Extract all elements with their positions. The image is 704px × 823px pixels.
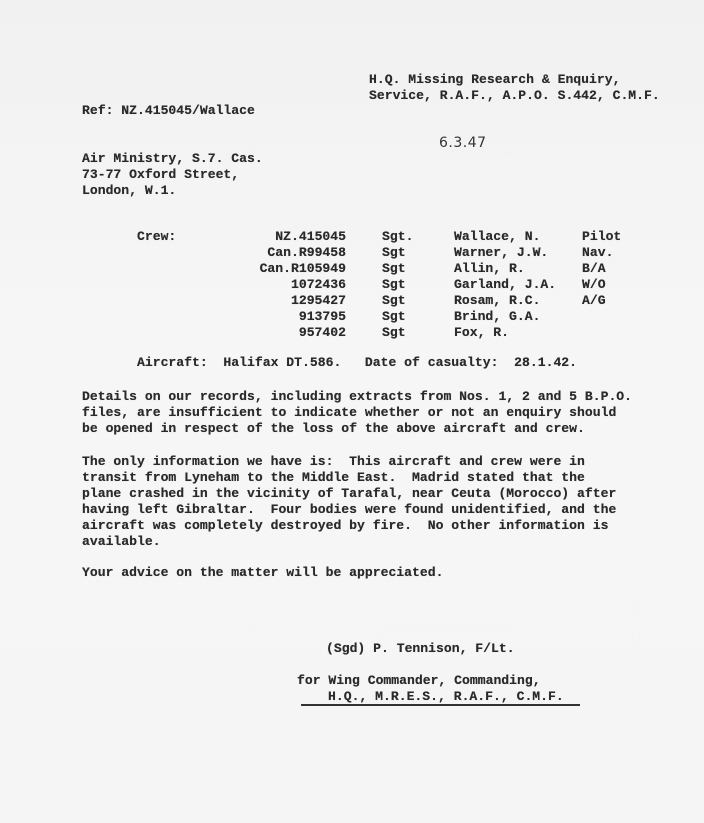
recipient-address [82, 151, 263, 199]
crew-name: Allin, R. [454, 261, 525, 276]
paragraph-line: The only information we have is: This aircraft and crew were in [82, 454, 585, 469]
crew-role: A/G [582, 293, 606, 308]
crew-role: B/A [582, 261, 606, 276]
crew-name: Rosam, R.C. [454, 293, 541, 308]
crew-role: W/O [582, 277, 606, 292]
paragraph-line: transit from Lyneham to the Middle East. Madrid stated that the [82, 470, 585, 485]
crew-name: Warner, J.W. [454, 245, 549, 260]
paragraph-1 [82, 389, 632, 437]
paragraph-line: aircraft was completely destroyed by fire. No other information is [82, 518, 609, 533]
rank: Sgt [382, 325, 406, 340]
paragraph-line: be opened in respect of the loss of the above aircraft and crew. [82, 421, 585, 436]
crew-row [137, 325, 621, 341]
crew-name: Garland, J.A. [454, 277, 557, 292]
recipient-line-1: Air Ministry, S.7. Cas. [82, 151, 263, 166]
service-number: 1295427 [290, 293, 346, 308]
for-line: for Wing Commander, Commanding, [297, 673, 541, 688]
service-number: 913795 [298, 309, 346, 324]
crew-row [137, 293, 621, 309]
paragraph-2 [82, 454, 616, 550]
crew-role [582, 325, 621, 341]
recipient-line-3: London, W.1. [82, 183, 177, 198]
crew-row [137, 261, 621, 277]
crew-row [137, 309, 621, 325]
signature-line: (Sgd) P. Tennison, F/Lt. [326, 641, 515, 656]
rank: Sgt. [382, 229, 414, 244]
service-number: 1072436 [290, 277, 346, 292]
rank: Sgt [382, 309, 406, 324]
rank: Sgt [382, 261, 406, 276]
date: 6.3.47 [439, 135, 487, 151]
rank: Sgt [382, 277, 406, 292]
rank: Sgt [382, 245, 406, 260]
crew-row [137, 277, 621, 293]
crew-role: Nav. [582, 245, 614, 260]
sender-line-1: H.Q. Missing Research & Enquiry, [369, 72, 621, 87]
recipient-line-2: 73-77 Oxford Street, [82, 167, 240, 182]
paragraph-line: files, are insufficient to indicate whether or not an enquiry should [82, 405, 617, 420]
paragraph-line: having left Gibraltar. Four bodies were found unidentified, and the [82, 502, 617, 517]
crew-name: Brind, G.A. [454, 309, 541, 324]
service-number: Can.R99458 [267, 245, 346, 260]
crew-name: Wallace, N. [454, 229, 541, 244]
unit-line: H.Q., M.R.E.S., R.A.F., C.M.F. [328, 689, 564, 704]
crew-table [137, 229, 621, 341]
crew-label: Crew: [137, 229, 177, 244]
crew-row [137, 245, 621, 261]
crew-role: Pilot [582, 229, 622, 244]
crew-name: Fox, R. [454, 325, 510, 340]
paragraph-line: available. [82, 534, 161, 549]
paragraph-line: plane crashed in the vicinity of Tarafal, near Ceuta (Morocco) after [82, 486, 617, 501]
service-number: Can.R105949 [259, 261, 346, 276]
service-number: NZ.415045 [275, 229, 346, 244]
rank: Sgt [382, 293, 406, 308]
sender-address [369, 72, 660, 104]
reference: Ref: NZ.415045/Wallace [82, 103, 255, 118]
signature-underline [301, 704, 580, 706]
sender-line-2: Service, R.A.F., A.P.O. S.442, C.M.F. [369, 88, 660, 103]
crew-row [137, 229, 621, 245]
crew-role [582, 309, 621, 325]
paragraph-line: Details on our records, including extracts from Nos. 1, 2 and 5 B.P.O. [82, 389, 633, 404]
paragraph-3: Your advice on the matter will be appreciated. [82, 565, 444, 580]
service-number: 957402 [298, 325, 346, 340]
aircraft-line: Aircraft: Halifax DT.586. Date of casualty: 28.1.42. [137, 355, 578, 370]
